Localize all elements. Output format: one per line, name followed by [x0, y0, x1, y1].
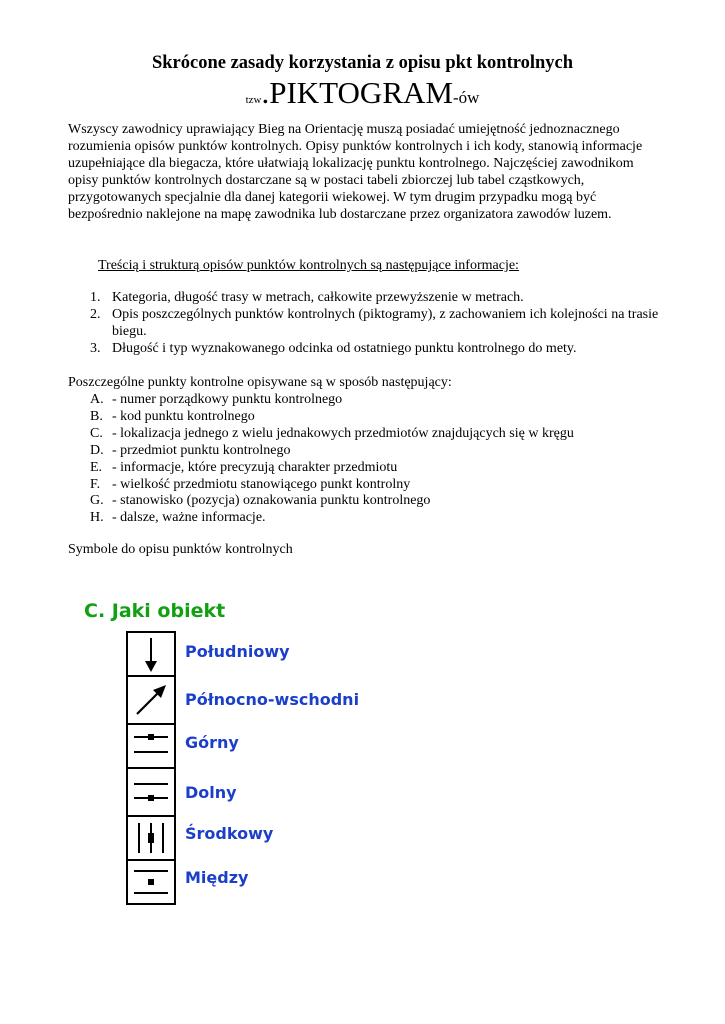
list-marker: B.	[90, 408, 103, 424]
points-list	[68, 392, 668, 527]
between-icon	[128, 861, 174, 903]
pictogram-label-middle: Środkowy	[185, 824, 274, 843]
document-title: Skrócone zasady korzystania z opisu pkt kontrolnych	[151, 53, 574, 73]
list-marker: C.	[90, 425, 103, 441]
list-marker: 3.	[90, 340, 101, 356]
structure-heading: Treścią i strukturą opisów punktów kontrolnych są następujące informacje:	[98, 258, 519, 273]
title-prefix: tzw	[245, 94, 262, 106]
list-item-text: Kategoria, długość trasy w metrach, całkowite przewyższenie w metrach.	[112, 290, 524, 305]
list-item	[68, 307, 668, 341]
pictogram-cell	[128, 633, 174, 675]
pictogram-label-northeast: Północno-wschodni	[185, 690, 360, 709]
list-item-text: - numer porządkowy punktu kontrolnego	[112, 392, 343, 407]
list-item	[68, 477, 668, 494]
list-marker: F.	[90, 476, 101, 492]
list-item	[68, 493, 668, 510]
title-main: PIKTOGRAM	[269, 75, 453, 110]
list-marker: H.	[90, 510, 104, 526]
middle-icon	[128, 817, 174, 859]
pictogram-cell	[128, 859, 174, 905]
list-item	[68, 341, 668, 358]
pictogram-column	[126, 631, 176, 905]
pictogram-cell	[128, 767, 174, 817]
list-item	[68, 290, 668, 307]
list-item-text: - wielkość przedmiotu stanowiącego punkt kontrolny	[112, 476, 411, 492]
arrow-northeast-icon	[128, 677, 174, 723]
list-item-text: - lokalizacja jednego z wielu jednakowych przedmiotów znajdujących się w kręgu	[112, 425, 574, 441]
list-item-text: - stanowisko (pozycja) oznakowania punktu kontrolnego	[112, 493, 431, 509]
list-item	[68, 409, 668, 426]
pictogram-label-between: Między	[185, 868, 249, 887]
pictogram-cell	[128, 723, 174, 769]
list-item-text: - informacje, które precyzują charakter przedmiotu	[112, 459, 398, 475]
list-item-text: - przedmiot punktu kontrolnego	[112, 442, 291, 458]
title-dot: .	[261, 75, 270, 110]
list-marker: E.	[90, 459, 103, 475]
section-heading: C. Jaki obiekt	[84, 600, 226, 622]
pictogram-cell	[128, 675, 174, 725]
list-marker: G.	[90, 493, 104, 509]
list-item-text: - dalsze, ważne informacje.	[112, 510, 266, 526]
arrow-down-icon	[128, 633, 174, 675]
list-item	[68, 510, 668, 527]
numbered-list	[68, 290, 668, 358]
document-subtitle	[0, 76, 725, 117]
pictogram-label-upper: Górny	[185, 733, 239, 752]
list-item	[68, 392, 668, 409]
list-marker: 1.	[90, 290, 101, 305]
pictogram-label-south: Południowy	[185, 642, 290, 661]
title-suffix: -ów	[452, 88, 480, 107]
list-marker: A.	[90, 392, 104, 407]
pictogram-cell	[128, 815, 174, 861]
points-intro: Poszczególne punkty kontrolne opisywane są w sposób następujący:	[68, 375, 452, 390]
lower-icon	[128, 769, 174, 815]
list-item	[68, 426, 668, 443]
list-marker: 2.	[90, 306, 101, 322]
list-item	[68, 460, 668, 477]
list-item	[68, 443, 668, 460]
upper-icon	[128, 725, 174, 767]
list-marker: D.	[90, 442, 104, 458]
intro-paragraph: Wszyscy zawodnicy uprawiający Bieg na Orientację muszą posiadać umiejętność jednoznacznego rozumienia opisów punktów kontrolnych. Opisy punktów kontrolnych i ich kody, stanowią informacje uzupełniające dla biegacza, które ułatwiają lokalizację punktu kontrolnego. Najczęściej zawodnikom opisy punktów kontrolnych dostarczane są w postaci tabeli zbiorczej lub tabel cząstkowych, przygotowanych specjalnie dla danej kategorii wiekowej. W tym drugim przypadku mogą być bezpośrednio naklejone na mapę zawodnika lub dostarczane przez organizatora zawodów luzem.	[68, 122, 643, 222]
list-item-text: Długość i typ wyznakowanego odcinka od ostatniego punktu kontrolnego do mety.	[112, 340, 577, 356]
list-item-text: - kod punktu kontrolnego	[112, 408, 255, 424]
pictogram-label-lower: Dolny	[185, 783, 237, 802]
list-item-text: Opis poszczególnych punktów kontrolnych (piktogramy), z zachowaniem ich kolejności na trasie biegu.	[112, 306, 659, 339]
symbols-label: Symbole do opisu punktów kontrolnych	[68, 542, 293, 557]
